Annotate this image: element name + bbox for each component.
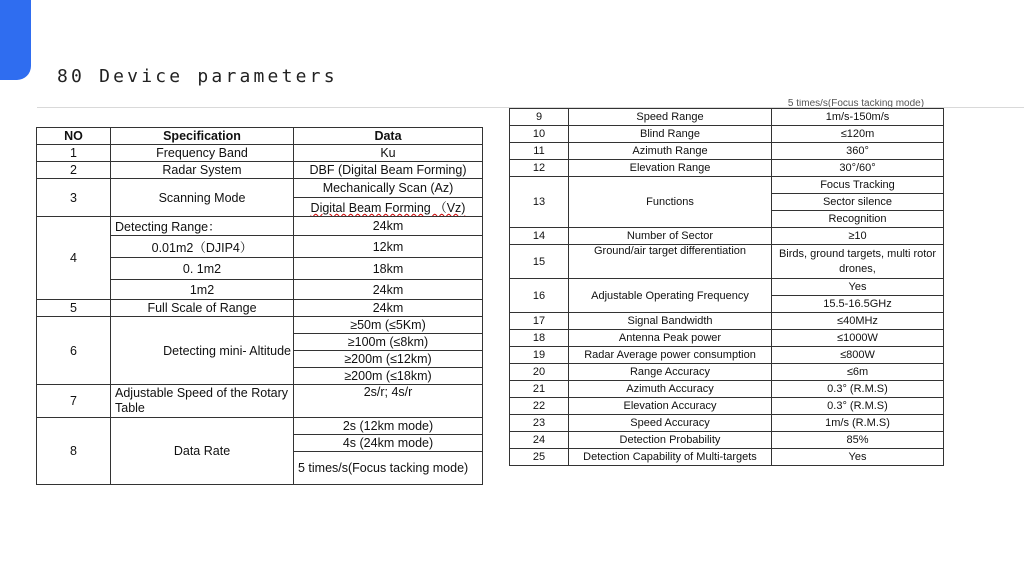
row-no: 24: [510, 432, 569, 449]
row-no: 12: [510, 160, 569, 177]
row-data: 4s (24km mode): [294, 435, 483, 452]
row-spec: Adjustable Speed of the Rotary Table: [111, 385, 294, 418]
table-row: [37, 179, 483, 198]
row-data: ≥10: [772, 228, 944, 245]
table-row: [37, 418, 483, 435]
row-no: 6: [37, 317, 111, 385]
row-data: 5 times/s(Focus tacking mode): [294, 452, 483, 485]
table-row: [510, 313, 944, 330]
row-spec: Speed Accuracy: [569, 415, 772, 432]
row-data: ≥200m (≤12km): [294, 351, 483, 368]
row-data: 0.3° (R.M.S): [772, 398, 944, 415]
row-spec: Radar System: [111, 162, 294, 179]
header-data: Data: [294, 128, 483, 145]
row-no: 9: [510, 109, 569, 126]
row-data: Yes: [772, 449, 944, 466]
row-data: 2s/r; 4s/r: [294, 385, 483, 418]
row-no: 22: [510, 398, 569, 415]
row-spec: Functions: [569, 177, 772, 228]
table-row: [510, 415, 944, 432]
row-data: ≤1000W: [772, 330, 944, 347]
table-row: [37, 217, 483, 236]
header-specification: Specification: [111, 128, 294, 145]
row-spec: Range Accuracy: [569, 364, 772, 381]
table-row: [37, 145, 483, 162]
row-spec: Azimuth Accuracy: [569, 381, 772, 398]
table-row: [510, 347, 944, 364]
row-spec: Elevation Accuracy: [569, 398, 772, 415]
cut-off-text: 5 times/s(Focus tacking mode): [787, 99, 925, 107]
row-data: 1m/s (R.M.S): [772, 415, 944, 432]
row-data: ≥200m (≤18km): [294, 368, 483, 385]
row-spec: Number of Sector: [569, 228, 772, 245]
table-row: [510, 279, 944, 296]
row-no: 11: [510, 143, 569, 160]
row-no: 16: [510, 279, 569, 313]
row-spec: 0.01m2（DJIP4）: [111, 236, 294, 258]
row-no: 19: [510, 347, 569, 364]
row-data: Recognition: [772, 211, 944, 228]
row-no: 5: [37, 300, 111, 317]
table-row: [510, 177, 944, 194]
row-data: 2s (12km mode): [294, 418, 483, 435]
row-spec: Full Scale of Range: [111, 300, 294, 317]
table-row: [510, 449, 944, 466]
row-data-text: Digital Beam Forming （Vz): [310, 201, 466, 215]
row-data: [294, 198, 483, 217]
table-row: [510, 364, 944, 381]
table-row: [510, 381, 944, 398]
row-spec: Frequency Band: [111, 145, 294, 162]
row-data: 24km: [294, 280, 483, 300]
row-data: Focus Tracking: [772, 177, 944, 194]
row-no: 23: [510, 415, 569, 432]
row-no: 21: [510, 381, 569, 398]
parameters-table-right: [509, 108, 944, 466]
row-no: 15: [510, 245, 569, 279]
row-data: Yes: [772, 279, 944, 296]
row-spec: 0. 1m2: [111, 258, 294, 280]
row-spec: Antenna Peak power: [569, 330, 772, 347]
slide-title: 80 Device parameters: [57, 66, 338, 87]
row-spec: Elevation Range: [569, 160, 772, 177]
row-no: 7: [37, 385, 111, 418]
row-data: 24km: [294, 217, 483, 236]
row-data: 24km: [294, 300, 483, 317]
row-data: 18km: [294, 258, 483, 280]
table-row: [510, 398, 944, 415]
row-data: ≤120m: [772, 126, 944, 143]
table-row: [510, 330, 944, 347]
table-row: [37, 385, 483, 418]
row-data: 0.3° (R.M.S): [772, 381, 944, 398]
row-data: Birds, ground targets, multi rotor drones,: [772, 245, 944, 279]
row-data: ≤6m: [772, 364, 944, 381]
row-no: 20: [510, 364, 569, 381]
row-data: ≤800W: [772, 347, 944, 364]
table-row: [510, 228, 944, 245]
row-spec: Radar Average power consumption: [569, 347, 772, 364]
row-no: 1: [37, 145, 111, 162]
row-spec: Azimuth Range: [569, 143, 772, 160]
table-row: [510, 245, 944, 279]
row-spec: Detecting mini- Altitude: [111, 317, 294, 385]
row-no: 17: [510, 313, 569, 330]
row-data: 85%: [772, 432, 944, 449]
row-data: Sector silence: [772, 194, 944, 211]
row-spec: Ground/air target differentiation: [569, 245, 772, 279]
right-table-body: [510, 109, 944, 466]
table-row: [37, 162, 483, 179]
row-no: 8: [37, 418, 111, 485]
row-no: 14: [510, 228, 569, 245]
row-no: 2: [37, 162, 111, 179]
row-spec: Detection Capability of Multi-targets: [569, 449, 772, 466]
row-data: 30°/60°: [772, 160, 944, 177]
header-no: NO: [37, 128, 111, 145]
row-spec: Data Rate: [111, 418, 294, 485]
row-data: ≤40MHz: [772, 313, 944, 330]
row-spec: Blind Range: [569, 126, 772, 143]
row-spec: Speed Range: [569, 109, 772, 126]
row-data: Ku: [294, 145, 483, 162]
row-spec: Detecting Range：: [111, 217, 294, 236]
row-no: 13: [510, 177, 569, 228]
table-header-row: [37, 128, 483, 145]
slide-accent-bar: [0, 0, 31, 80]
table-row: [37, 317, 483, 334]
row-no: 4: [37, 217, 111, 300]
row-spec: Adjustable Operating Frequency: [569, 279, 772, 313]
row-no: 18: [510, 330, 569, 347]
row-no: 10: [510, 126, 569, 143]
row-data: DBF (Digital Beam Forming): [294, 162, 483, 179]
table-row: [37, 300, 483, 317]
row-data: ≥100m (≤8km): [294, 334, 483, 351]
row-data: Mechanically Scan (Az): [294, 179, 483, 198]
row-spec: Detection Probability: [569, 432, 772, 449]
row-no: 3: [37, 179, 111, 217]
row-spec: Scanning Mode: [111, 179, 294, 217]
row-spec: Signal Bandwidth: [569, 313, 772, 330]
row-data: 12km: [294, 236, 483, 258]
table-row: [510, 109, 944, 126]
table-row: [510, 160, 944, 177]
row-data: 15.5-16.5GHz: [772, 296, 944, 313]
table-row: [510, 143, 944, 160]
table-row: [510, 126, 944, 143]
row-data: 1m/s-150m/s: [772, 109, 944, 126]
table-row: [510, 432, 944, 449]
row-no: 25: [510, 449, 569, 466]
row-spec: 1m2: [111, 280, 294, 300]
row-data: ≥50m (≤5Km): [294, 317, 483, 334]
row-data: 360°: [772, 143, 944, 160]
parameters-table-left: [36, 127, 483, 485]
